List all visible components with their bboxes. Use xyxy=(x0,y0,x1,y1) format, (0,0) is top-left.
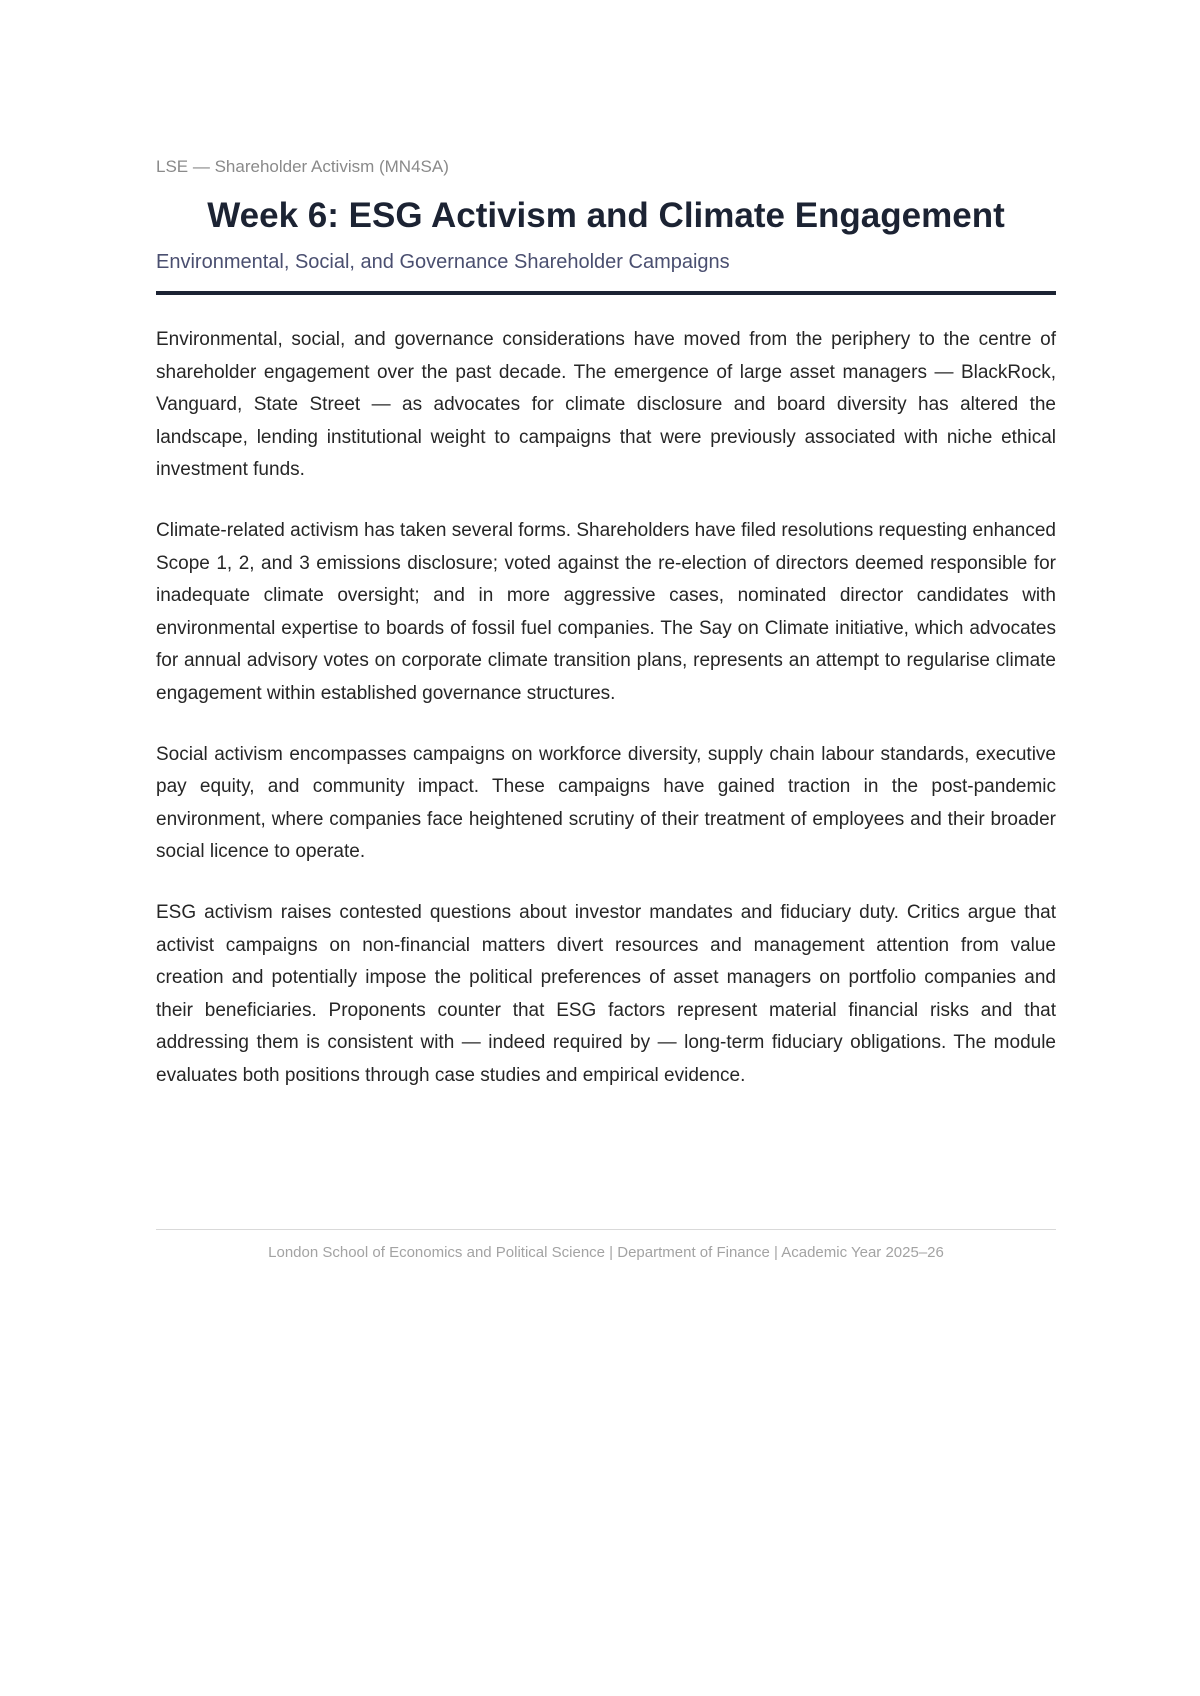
title-divider xyxy=(156,291,1056,295)
course-code-line: LSE — Shareholder Activism (MN4SA) xyxy=(156,157,449,176)
paragraph-intro: Environmental, social, and governance considerations have moved from the periphery to the centre of shareholder engagement over the past decade. The emergence of large asset managers — BlackRock, Vanguard, State Street — as advocates for climate disclosure and board diversity has altered the landscape, lending institutional weight to campaigns that were previously associated with niche ethical investment funds. xyxy=(156,329,1056,481)
footer-divider xyxy=(156,1229,1056,1230)
page-title: Week 6: ESG Activism and Climate Engagement xyxy=(207,196,1005,235)
body-text xyxy=(156,324,1056,1120)
paragraph-social: Social activism encompasses campaigns on workforce diversity, supply chain labour standards, executive pay equity, and community impact. These campaigns have gained traction in the post-pandemic environment, where companies face heightened scrutiny of their treatment of employees and their broader social licence to operate. xyxy=(156,743,1056,863)
footer-text: London School of Economics and Political Science | Department of Finance | Academic Year 2025–26 xyxy=(268,1244,944,1261)
paragraph-fiduciary: ESG activism raises contested questions about investor mandates and fiduciary duty. Critics argue that activist campaigns on non-financial matters divert resources and management attention from value creation and potentially impose the political preferences of asset managers on portfolio companies and their beneficiaries. Proponents counter that ESG factors represent material financial risks and that addressing them is consistent with — indeed required by — long-term fiduciary obligations. The module evaluates both positions through case studies and empirical evidence. xyxy=(156,901,1056,1086)
page-subtitle: Environmental, Social, and Governance Shareholder Campaigns xyxy=(156,251,730,273)
paragraph-climate: Climate-related activism has taken several forms. Shareholders have filed resolutions requesting enhanced Scope 1, 2, and 3 emissions disclosure; voted against the re-election of directors deemed responsible for inadequate climate oversight; and in more aggressive cases, nominated director candidates with environmental expertise to boards of fossil fuel companies. The Say on Climate initiative, which advocates for annual advisory votes on corporate climate transition plans, represents an attempt to regularise climate engagement within established governance structures. xyxy=(156,519,1056,704)
